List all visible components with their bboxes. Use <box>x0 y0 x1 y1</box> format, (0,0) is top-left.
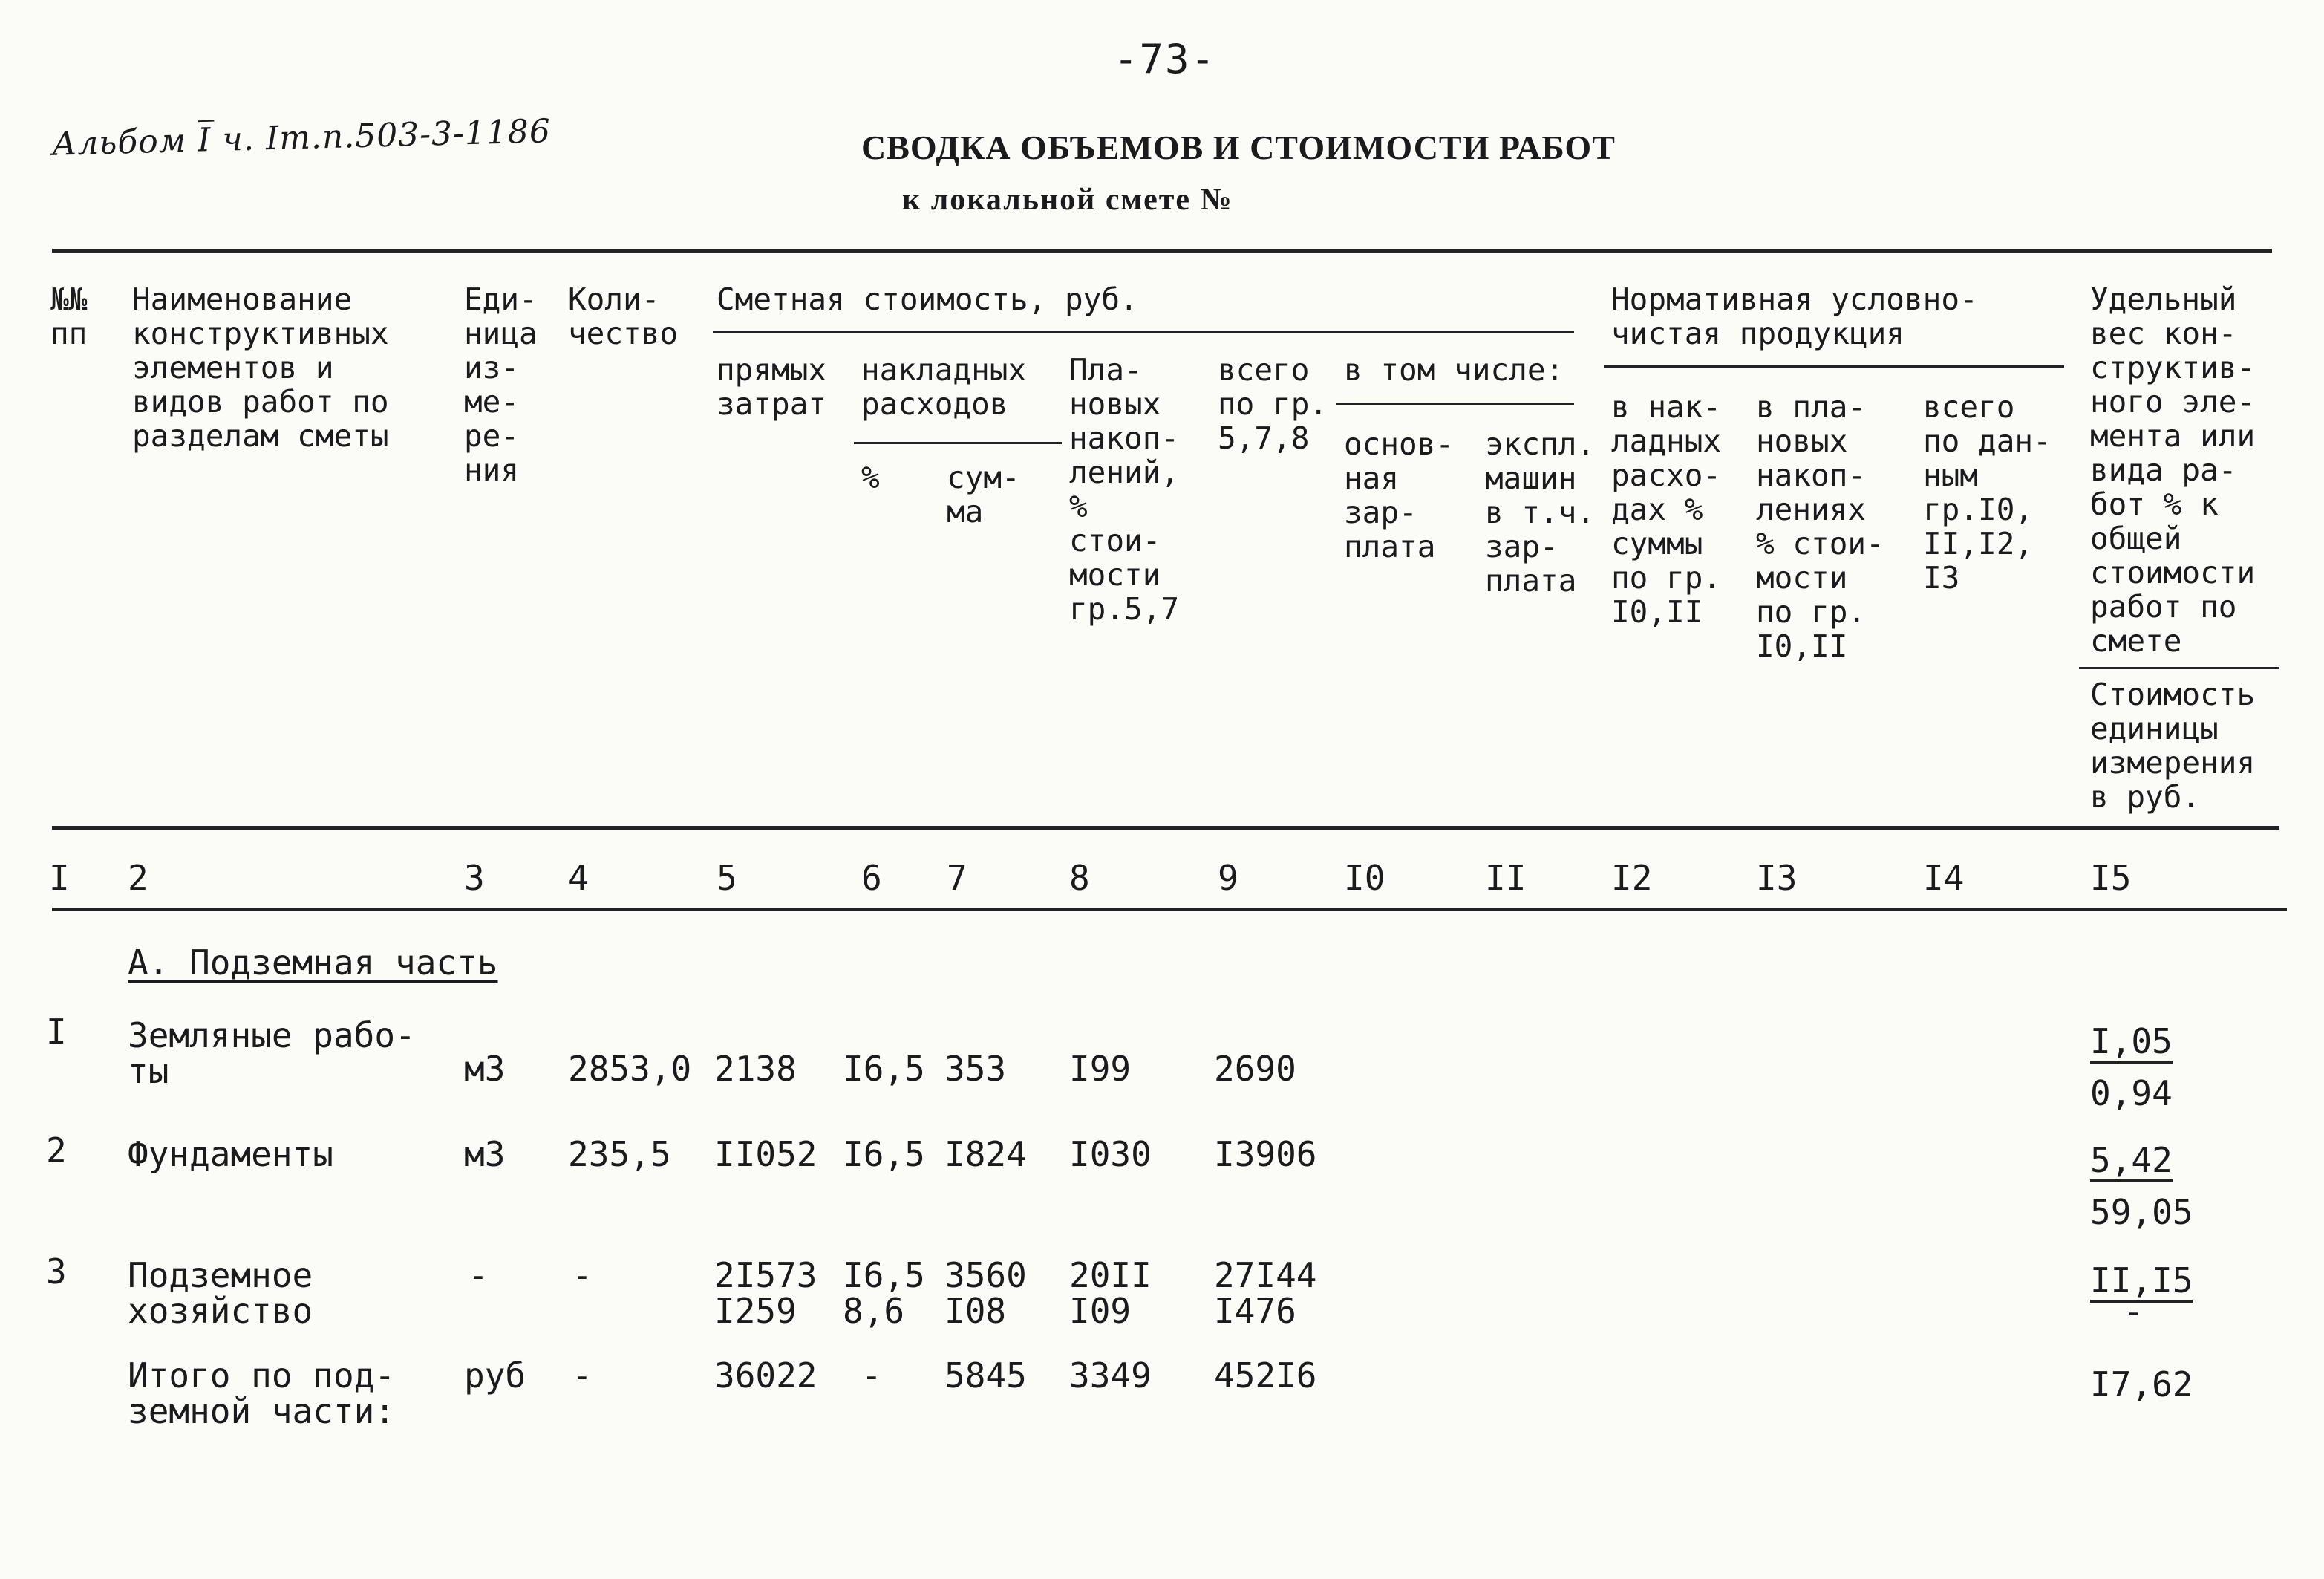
work-name: Фундаменты <box>128 1134 333 1174</box>
unit: м3 <box>464 1049 506 1089</box>
total-cost: 2690 <box>1214 1049 1296 1089</box>
header-share-percent: Удельный вес кон- структив- ного эле- мента или вида ра- бот % к общей стоимости работ по смете <box>2090 281 2256 659</box>
column-number: 2 <box>128 858 148 898</box>
overhead-sum: I824 <box>944 1134 1027 1174</box>
column-number: I3 <box>1756 858 1798 898</box>
cost-group-rule <box>713 331 1574 333</box>
header-norm-overhead: в нак- ладных расхо- дах % суммы по гр. I0,II <box>1611 389 1722 630</box>
share-percent: 5,42 <box>2090 1142 2173 1182</box>
overhead-pct: I6,5 <box>843 1049 925 1089</box>
column-number: 4 <box>568 858 589 898</box>
direct-costs: II052 <box>714 1134 817 1174</box>
column-number: 7 <box>947 858 967 898</box>
direct-costs: 2I573 I259 <box>714 1255 817 1331</box>
unit: м3 <box>464 1134 506 1174</box>
work-name: Подземное хозяйство <box>128 1255 313 1331</box>
table-top-rule <box>52 249 2272 253</box>
album-reference: Альбом I̅̅ ч. Iт.п.503-3-1186 <box>51 112 552 163</box>
row-number: 3 <box>46 1251 67 1292</box>
column-numbers-rule <box>52 908 2287 911</box>
column-number: I4 <box>1923 858 1965 898</box>
column-number: I2 <box>1611 858 1653 898</box>
overhead-group-rule <box>854 442 1062 444</box>
quantity: 2853,0 <box>568 1049 692 1089</box>
document-subtitle: к локальной смете № <box>902 183 1233 217</box>
totals-share-percent: I7,62 <box>2090 1364 2193 1404</box>
column-number: 6 <box>861 858 882 898</box>
header-including: в том числе: <box>1344 352 1564 388</box>
total-cost: 27I44 I476 <box>1214 1255 1317 1331</box>
quantity: - <box>572 1255 593 1295</box>
header-normative-output: Нормативная условно- чистая продукция <box>1611 281 1978 351</box>
totals-label: Итого по под- земной части: <box>128 1355 396 1431</box>
planned-savings: 20II I09 <box>1069 1255 1152 1331</box>
document-title: СВОДКА ОБЪЕМОВ И СТОИМОСТИ РАБОТ <box>861 128 1616 166</box>
header-machine-operation: экспл. машин в т.ч. зар- плата <box>1485 426 1596 599</box>
unit-cost: - <box>2124 1292 2144 1332</box>
totals-unit: руб <box>464 1355 526 1396</box>
totals-quantity: - <box>572 1355 593 1396</box>
totals-overhead-pct: - <box>861 1355 882 1396</box>
row-number: I <box>46 1012 67 1052</box>
unit: - <box>468 1255 489 1295</box>
totals-overhead-sum: 5845 <box>944 1355 1027 1396</box>
header-planned-savings: Пла- новых накоп- лений, % стои- мости гр.5,7 <box>1069 352 1180 627</box>
planned-savings: I99 <box>1069 1049 1132 1089</box>
header-norm-total: всего по дан- ным гр.I0, II,I2, I3 <box>1923 389 2052 596</box>
overhead-sum: 3560 I08 <box>944 1255 1027 1331</box>
unit-cost: 59,05 <box>2090 1192 2193 1232</box>
header-estimated-cost: Сметная стоимость, руб. <box>717 281 1138 317</box>
incl-group-rule <box>1336 403 1574 405</box>
overhead-pct: I6,5 8,6 <box>843 1255 925 1331</box>
totals-direct-costs: 36022 <box>714 1355 817 1396</box>
header-base-salary: основ- ная зар- плата <box>1344 426 1455 564</box>
header-overhead: накладных расходов <box>861 352 1027 422</box>
quantity: 235,5 <box>568 1134 671 1174</box>
unit-cost: 0,94 <box>2090 1073 2173 1113</box>
header-norm-planned: в пла- новых накоп- лениях % стои- мости по гр. I0,II <box>1756 389 1884 664</box>
header-unit-cost: Стоимость единицы измерения в руб. <box>2090 677 2256 815</box>
total-cost: I3906 <box>1214 1134 1317 1174</box>
totals-planned-savings: 3349 <box>1069 1355 1152 1396</box>
header-bottom-rule <box>52 826 2279 830</box>
header-row-number: №№ пп <box>50 281 88 351</box>
header-direct-costs: прямых затрат <box>717 352 827 422</box>
header-quantity: Коли- чество <box>568 281 679 351</box>
header-work-name: Наименование конструктивных элементов и видов работ по разделам сметы <box>132 281 389 454</box>
header-unit: Еди- ница из- ме- ре- ния <box>464 281 538 488</box>
overhead-sum: 353 <box>944 1049 1007 1089</box>
overhead-pct: I6,5 <box>843 1134 925 1174</box>
column-number: I5 <box>2090 858 2132 898</box>
section-title: А. Подземная часть <box>128 942 498 983</box>
column-number: II <box>1485 858 1527 898</box>
row-number: 2 <box>46 1130 67 1171</box>
planned-savings: I030 <box>1069 1134 1152 1174</box>
column-number: I0 <box>1344 858 1385 898</box>
column-number: 3 <box>464 858 485 898</box>
direct-costs: 2138 <box>714 1049 797 1089</box>
share-percent: I,05 <box>2090 1023 2173 1064</box>
header-overhead-pct: % <box>861 460 880 495</box>
totals-total-cost: 452I6 <box>1214 1355 1317 1396</box>
header-overhead-sum: сум- ма <box>947 460 1020 530</box>
column-number: 8 <box>1069 858 1090 898</box>
work-name: Земляные рабо- ты <box>128 1015 416 1091</box>
column-number: 5 <box>717 858 737 898</box>
header-total: всего по гр. 5,7,8 <box>1218 352 1328 456</box>
column-number: 9 <box>1218 858 1238 898</box>
column-number: I <box>49 858 70 898</box>
norm-group-rule <box>1604 365 2064 368</box>
share-percent: II,I5 <box>2090 1263 2193 1303</box>
col15-divider-rule <box>2079 667 2279 669</box>
page-number: -73- <box>1114 36 1217 82</box>
